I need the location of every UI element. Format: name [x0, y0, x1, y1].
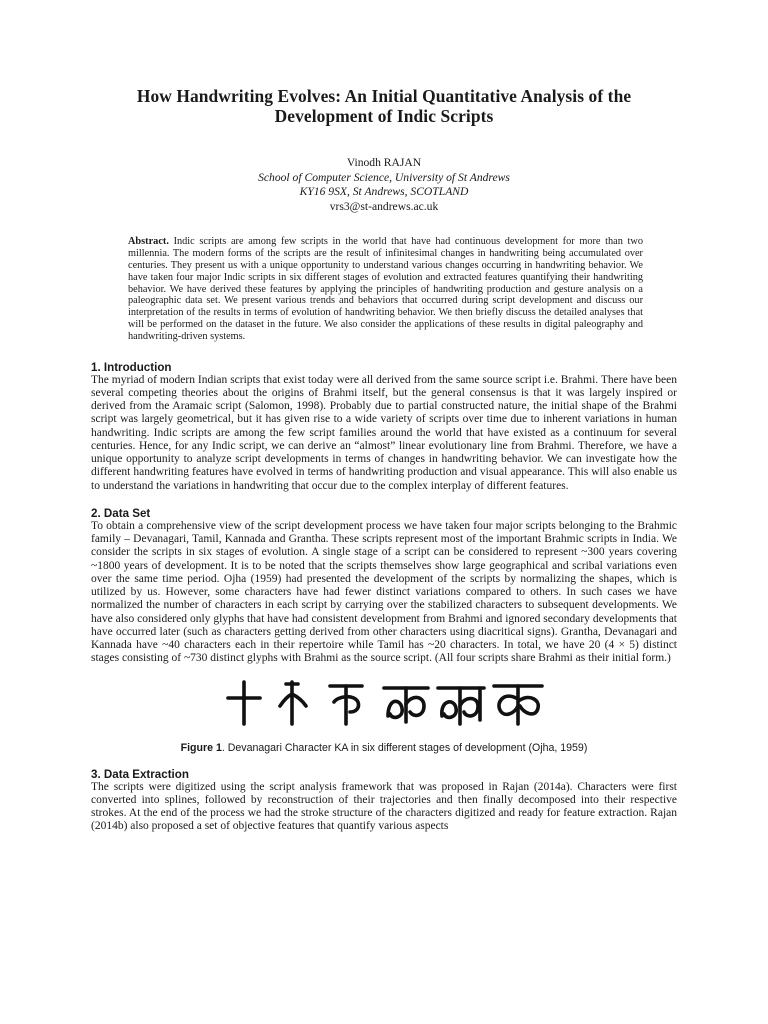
- abstract-label: Abstract.: [128, 236, 169, 248]
- figure-1-glyph-strip: [224, 676, 544, 732]
- affiliation-line-1: School of Computer Science, University of St Andrews: [258, 170, 510, 184]
- author-block: [91, 156, 677, 214]
- figure-caption: [91, 742, 677, 755]
- section-text-data-set: To obtain a comprehensive view of the script development process we have taken four major scripts belonging to the Brahmic family – Devanagari, Tamil, Kannada and Grantha. These scripts represent most of the important Brahmic scripts in India. We consider the scripts in six stages of evolution. A single stage of a script can be considered to represent ~300 years covering ~1800 years of development. It is to be noted that the scripts themselves show large geographical and scribal variations even over the same time period. Ojha (1959) had presented the development of the scripts by normalizing the shapes, which is utilized by us. However, some characters have had fewer distinct variations compared to others. In such cases we have normalized the number of characters in each script by carrying over the stabilized characters to subsequent developments. We have also considered only glyphs that have had consistent development from Brahmi and ignored secondary developments that have occurred later (such as characters getting derived from other characters using diacritical signs). Grantha, Devanagari and Kannada have ~40 characters each in their repertoire while Tamil has ~20 characters. In total, we have 20 (4 × 5) distinct stages consisting of ~730 distinct glyphs with Brahmi as the source script. (All four scripts share Brahmi as their initial form.): [91, 519, 677, 665]
- section-data-set: [91, 507, 677, 666]
- author-name: Vinodh RAJAN: [346, 156, 422, 169]
- section-title-data-extraction: 3. Data Extraction: [91, 767, 189, 781]
- paper-page: [91, 86, 677, 834]
- author-email: vrs3@st-andrews.ac.uk: [329, 199, 439, 213]
- affiliation-line-2: KY16 9SX, St Andrews, SCOTLAND: [299, 185, 469, 199]
- title-line-1: How Handwriting Evolves: An Initial Quantitative Analysis of the: [136, 86, 632, 106]
- section-text-introduction: The myriad of modern Indian scripts that exist today were all derived from the same source script i.e. Brahmi. There have been several competing theories about the origins of Brahmi itself, but the general consensus is that it was largely inspired or derived from the Aramaic script (Salomon, 1998). Probably due to partial constructed nature, the initial shape of the Brahmi script was largely geometrical, but it has given rise to a wide variety of scripts over time due to inherent variations in human handwriting. Indic scripts are among the few script families around the world that have existed as a continuum for several centuries. Hence, for any Indic script, we can derive an “almost” linear evolutionary line from Brahmi. Therefore, we have a unique opportunity to analyze script developments in terms of changes in handwriting behavior. We can investigate how the different handwriting features have evolved in terms of handwriting production and visual appearance. This will also enable us to understand the variations in handwriting that occur due to the complex interplay of different features.: [91, 373, 677, 492]
- section-title-introduction: 1. Introduction: [91, 360, 172, 374]
- glyph-stage-1: [228, 682, 260, 724]
- glyph-stage-3: [330, 686, 362, 724]
- figure-1: [91, 676, 677, 755]
- glyph-stage-6: [494, 686, 542, 724]
- abstract-text: Indic scripts are among few scripts in the world that have had continuous development for more than two millennia. The modern forms of the scripts are the result of infinitesimal changes in handwriting being accumulated over centuries. They present us with a unique opportunity to understand various changes occurring in handwriting behavior. We have taken four major Indic scripts in six different stages of evolution and extracted features quantifying their handwriting behavior. We have derived these features by applying the principles of handwriting production and gesture analysis on a paleographic data set. We present various trends and behaviors that occurred during script development and discuss our interpretation of the results in terms of evolution of handwriting behavior. We then briefly discuss the detailed analyses that will be performed on the dataset in the future. We also consider the applications of these results in digital paleography and handwriting-driven systems.: [128, 236, 643, 342]
- section-text-data-extraction: The scripts were digitized using the script analysis framework that was proposed in Rajan (2014a). Characters were first converted into splines, followed by reconstruction of their trajectories and then finally decomposed into their respective strokes. At the end of the process we had the stroke structure of the characters digitized and ready for feature extraction. Rajan (2014b) also proposed a set of objective features that quantify various aspects: [91, 780, 677, 833]
- abstract: [128, 236, 643, 342]
- glyph-stage-2: [280, 682, 306, 724]
- glyph-stage-4: [384, 688, 428, 722]
- figure-caption-text: . Devanagari Character KA in six different stages of development (Ojha, 1959): [221, 741, 588, 754]
- section-title-data-set: 2. Data Set: [91, 506, 151, 520]
- paper-title: [91, 86, 677, 126]
- section-introduction: [91, 361, 677, 493]
- title-line-2: Development of Indic Scripts: [274, 106, 494, 126]
- section-data-extraction: [91, 768, 677, 834]
- glyph-stage-5: [438, 688, 484, 724]
- figure-label: Figure 1: [180, 741, 222, 754]
